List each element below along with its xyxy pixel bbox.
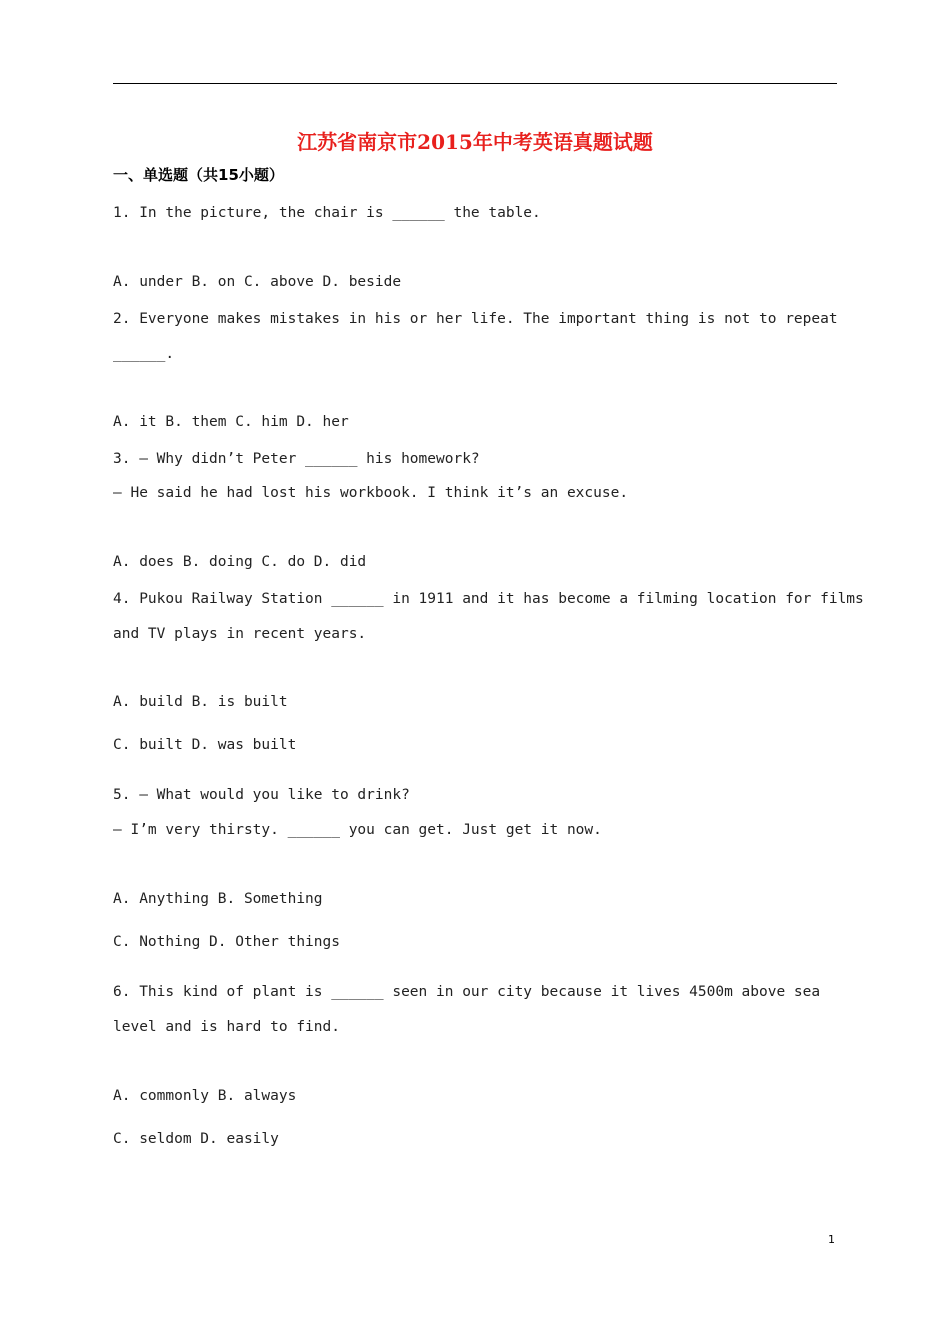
question-2-cont: ______. [113, 346, 175, 362]
header-rule [113, 83, 837, 84]
question-5: 5. — What would you like to drink? [113, 787, 410, 803]
options-5-a: A. Anything B. Something [113, 891, 323, 907]
question-1: 1. In the picture, the chair is ______ the table. [113, 205, 541, 221]
section-heading: 一、单选题（共15小题） [113, 166, 284, 184]
page-number: 1 [828, 1233, 835, 1246]
question-4-cont: and TV plays in recent years. [113, 626, 367, 642]
question-6: 6. This kind of plant is ______ seen in our city because it lives 4500m above sea [113, 984, 821, 1000]
options-4-a: A. build B. is built [113, 694, 288, 710]
question-3-reply: — He said he had lost his workbook. I think it’s an excuse. [113, 485, 629, 501]
options-4-b: C. built D. was built [113, 737, 297, 753]
options-5-b: C. Nothing D. Other things [113, 934, 340, 950]
question-4: 4. Pukou Railway Station ______ in 1911 and it has become a filming location for films [113, 591, 864, 607]
options-1: A. under B. on C. above D. beside [113, 274, 402, 290]
options-2: A. it B. them C. him D. her [113, 414, 349, 430]
question-2: 2. Everyone makes mistakes in his or her life. The important thing is not to repeat [113, 311, 838, 327]
options-6-a: A. commonly B. always [113, 1088, 297, 1104]
question-3: 3. — Why didn’t Peter ______ his homework? [113, 451, 480, 467]
question-5-reply: — I’m very thirsty. ______ you can get. Just get it now. [113, 822, 602, 838]
question-6-cont: level and is hard to find. [113, 1019, 340, 1035]
page-title: 江苏省南京市2015年中考英语真题试题 [297, 130, 653, 154]
options-3: A. does B. doing C. do D. did [113, 554, 367, 570]
options-6-b: C. seldom D. easily [113, 1131, 279, 1147]
